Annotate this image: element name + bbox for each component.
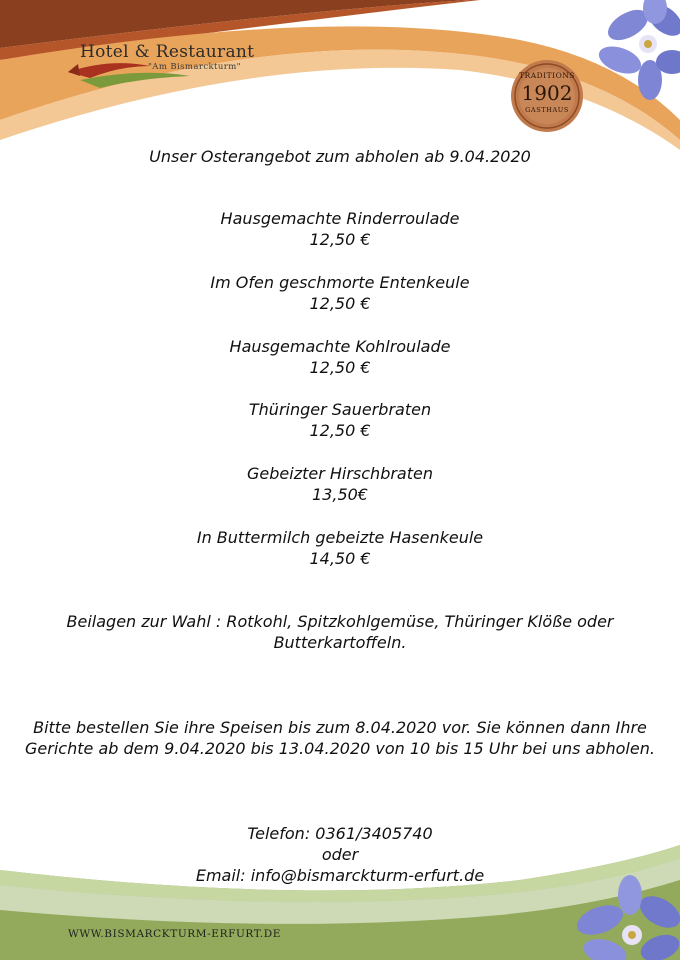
tradition-seal [508, 60, 586, 132]
contact-email: Email: info@bismarckturm-erfurt.de [195, 866, 485, 885]
footer-website: WWW.BISMARCKTURM-ERFURT.DE [68, 928, 282, 940]
menu-item-price: 13,50€ [312, 485, 368, 504]
menu-item-name: Thüringer Sauerbraten [248, 400, 432, 419]
menu-item-price: 12,50 € [309, 230, 371, 249]
menu-item-price: 14,50 € [309, 549, 371, 568]
logo-title: Hotel & Restaurant [80, 42, 255, 62]
menu-item-name: Im Ofen geschmorte Entenkeule [210, 273, 470, 292]
headline: Unser Osterangebot zum abholen ab 9.04.2020 [149, 147, 531, 166]
logo-subtitle: "Am Bismarckturm" [148, 62, 241, 72]
seal-top-text: TRADITIONS [519, 71, 575, 80]
menu-item-price: 12,50 € [309, 421, 371, 440]
menu-item-price: 12,50 € [309, 358, 371, 377]
hotel-logo [66, 40, 266, 90]
seal-bottom-text: GASTHAUS [525, 106, 569, 114]
sides-text: Beilagen zur Wahl : Rotkohl, Spitzkohlgemüse, Thüringer Klöße oder Butterkartoffeln. [66, 612, 614, 652]
menu-item-name: Hausgemachte Kohlroulade [229, 337, 451, 356]
seal-year: 1902 [521, 81, 573, 105]
menu-item-price: 12,50 € [309, 294, 371, 313]
contact-phone: Telefon: 0361/3405740 [247, 824, 433, 843]
contact-or: oder [321, 845, 359, 864]
menu-item-name: Gebeizter Hirschbraten [247, 464, 433, 483]
menu-item-name: Hausgemachte Rinderroulade [220, 209, 460, 228]
order-info-text: Bitte bestellen Sie ihre Speisen bis zum 8.04.2020 vor. Sie können dann Ihre Gerichte ab dem 9.04.2020 bis 13.04.2020 von 10 bis 15 Uhr bei uns abholen. [25, 718, 655, 758]
menu-item-name: In Buttermilch gebeizte Hasenkeule [196, 528, 484, 547]
